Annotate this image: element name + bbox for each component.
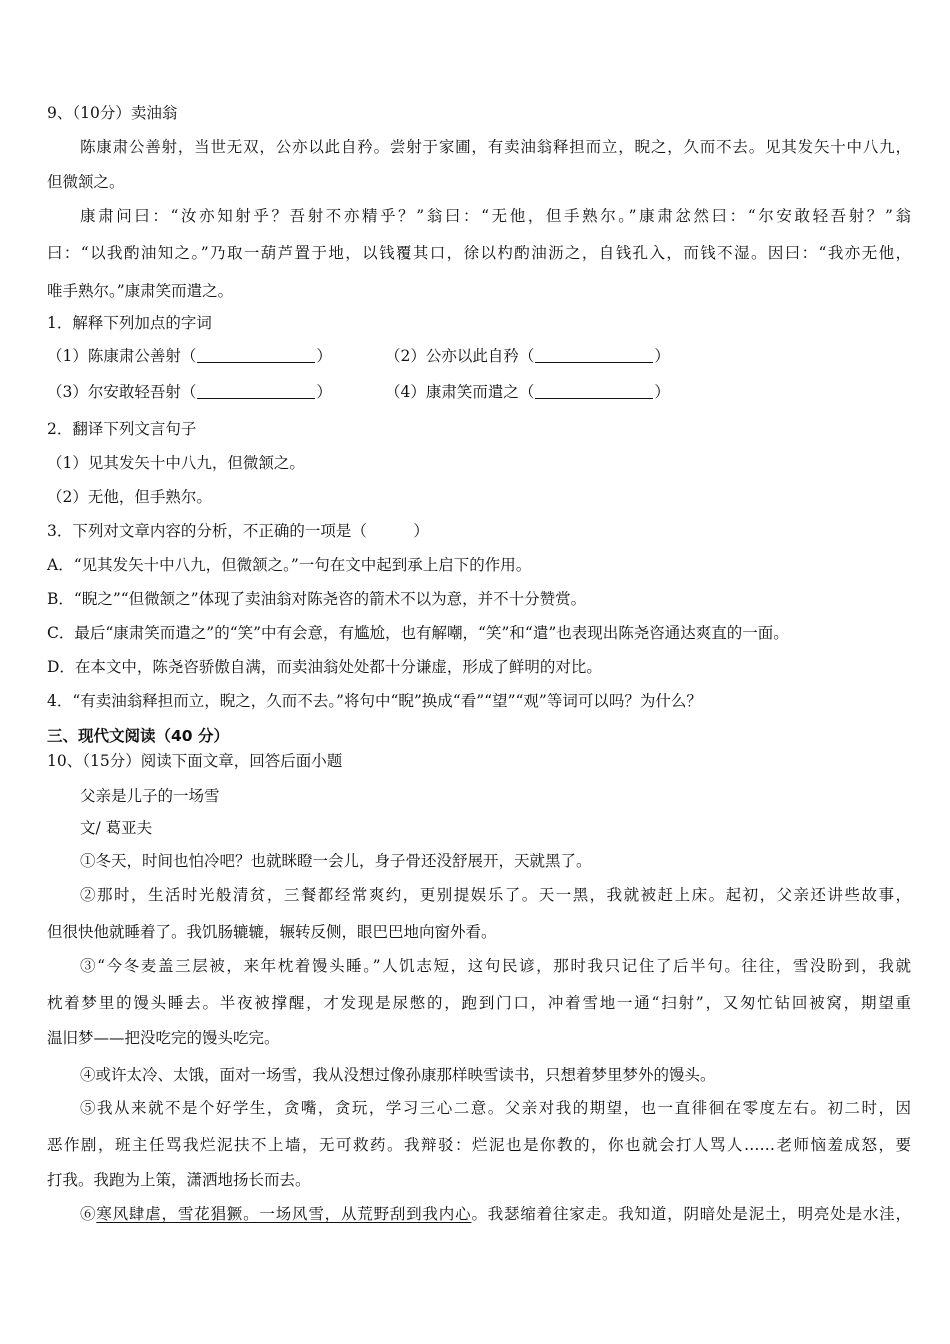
q9-sub2-item2: （2）无他，但手熟尔。 — [47, 488, 212, 506]
q9-sub1-title: 1．解释下列加点的字词 — [47, 314, 212, 332]
q9-passage-line: 但微颔之。 — [47, 173, 125, 191]
q9-sub3-option-a: A．“见其发矢十中八九，但微颔之。”一句在文中起到承上启下的作用。 — [47, 556, 532, 574]
q10-paragraph-line: 但很快他就睡着了。我饥肠辘辘，辗转反侧，眼巴巴地向窗外看。 — [47, 923, 497, 941]
q9-sub3-title: 3．下列对文章内容的分析，不正确的一项是（ ） — [47, 522, 429, 540]
q10-paragraph-line: 打我。我跑为上策，潇洒地扬长而去。 — [47, 1171, 311, 1189]
q9-passage-line: 曰：“以我酌油知之。”乃取一葫芦置于地，以钱覆其口，徐以杓酌油沥之，自钱孔入，而钱不湿。因曰：“我亦无他， — [47, 244, 911, 262]
close-paren: ） — [654, 347, 670, 365]
q10-article-title: 父亲是儿子的一场雪 — [80, 787, 220, 805]
q10-article-author: 文/ 葛亚夫 — [80, 819, 153, 837]
q9-sub1-item1 — [47, 346, 332, 366]
item-label: （1）陈康肃公善射（ — [47, 347, 197, 365]
answer-blank[interactable] — [197, 384, 315, 399]
q10-paragraph-line — [80, 1204, 911, 1224]
item-label: （3）尔安敢轻吾射（ — [47, 383, 197, 401]
answer-blank[interactable] — [535, 348, 653, 363]
q9-sub1-item4 — [385, 382, 670, 402]
q10-paragraph-line: 枕着梦里的馒头睡去。半夜被撑醒，才发现是尿憋的，跑到门口，冲着雪地一通“扫射”，又匆忙钻回被窝，期望重 — [47, 994, 911, 1012]
q9-sub2-item1: （1）见其发矢十中八九，但微颔之。 — [47, 454, 305, 472]
q10-paragraph-line: 温旧梦——把没吃完的馒头吃完。 — [47, 1029, 280, 1047]
item-label: （4）康肃笑而遣之（ — [385, 383, 535, 401]
answer-blank[interactable] — [197, 348, 315, 363]
q10-heading: 10、（15分）阅读下面文章，回答后面小题 — [47, 752, 343, 770]
answer-blank[interactable] — [535, 384, 653, 399]
q9-heading: 9、（10分）卖油翁 — [47, 104, 178, 122]
q9-passage-line: 康肃问曰：“汝亦知射乎？吾射不亦精乎？”翁曰：“无他，但手熟尔。”康肃忿然曰：“尔安敢轻吾射？”翁 — [80, 207, 911, 225]
q10-paragraph-line: 恶作剧，班主任骂我烂泥扶不上墙，无可救药。我辩驳：烂泥也是你教的，你也就会打人骂人……老师恼羞成怒，要 — [47, 1136, 911, 1154]
q9-sub1-item3 — [47, 382, 332, 402]
section3-heading: 三、现代文阅读（40 分） — [47, 727, 229, 745]
q9-sub1-item2 — [385, 346, 670, 366]
close-paren: ） — [654, 383, 670, 401]
q9-sub4: 4．“有卖油翁释担而立，睨之，久而不去。”将句中“睨”换成“看”“望”“观”等词可以吗？为什么？ — [47, 692, 702, 710]
q10-paragraph-line: ①冬天，时间也怕冷吧？也就眯瞪一会儿，身子骨还没舒展开，天就黑了。 — [80, 852, 592, 870]
paragraph-text: 。我瑟缩着往家走。我知道，阴暗处是泥土，明亮处是水洼， — [471, 1205, 911, 1223]
close-paren: ） — [316, 383, 332, 401]
underlined-sentence: 寒风肆虐，雪花猖獗。一场风雪，从荒野刮到我内心 — [96, 1205, 472, 1223]
q9-sub3-option-c: C．最后“康肃笑而遣之”的“笑”中有会意，有尴尬，也有解嘲，“笑”和“遣”也表现出陈尧咨通达爽直的一面。 — [47, 624, 789, 642]
q9-sub3-option-d: D．在本文中，陈尧咨骄傲自满，而卖油翁处处都十分谦虚，形成了鲜明的对比。 — [47, 658, 602, 676]
paragraph-number: ⑥ — [80, 1205, 97, 1223]
q10-paragraph-line: ③“今冬麦盖三层被，来年枕着馒头睡。”人饥志短，这句民谚，那时我只记住了后半句。往往，雪没盼到，我就 — [80, 957, 911, 975]
q10-paragraph-line: ⑤我从来就不是个好学生，贪嘴，贪玩，学习三心二意。父亲对我的期望，也一直徘徊在零度左右。初二时，因 — [80, 1099, 911, 1117]
q10-paragraph-line: ④或许太冷、太饿，面对一场雪，我从没想过像孙康那样映雪读书，只想着梦里梦外的馒头。 — [80, 1066, 716, 1084]
q9-passage-line: 陈康肃公善射，当世无双，公亦以此自矜。尝射于家圃，有卖油翁释担而立，睨之，久而不去。见其发矢十中八九， — [80, 138, 911, 156]
q9-sub3-option-b: B．“睨之”“但微颔之”体现了卖油翁对陈尧咨的箭术不以为意，并不十分赞赏。 — [47, 590, 587, 608]
q10-paragraph-line: ②那时，生活时光般清贫，三餐都经常爽约，更别提娱乐了。天一黑，我就被赶上床。起初，父亲还讲些故事， — [80, 886, 911, 904]
q9-sub2-title: 2．翻译下列文言句子 — [47, 420, 197, 438]
close-paren: ） — [316, 347, 332, 365]
q9-passage-line: 唯手熟尔。”康肃笑而遣之。 — [47, 282, 234, 300]
item-label: （2）公亦以此自矜（ — [385, 347, 535, 365]
